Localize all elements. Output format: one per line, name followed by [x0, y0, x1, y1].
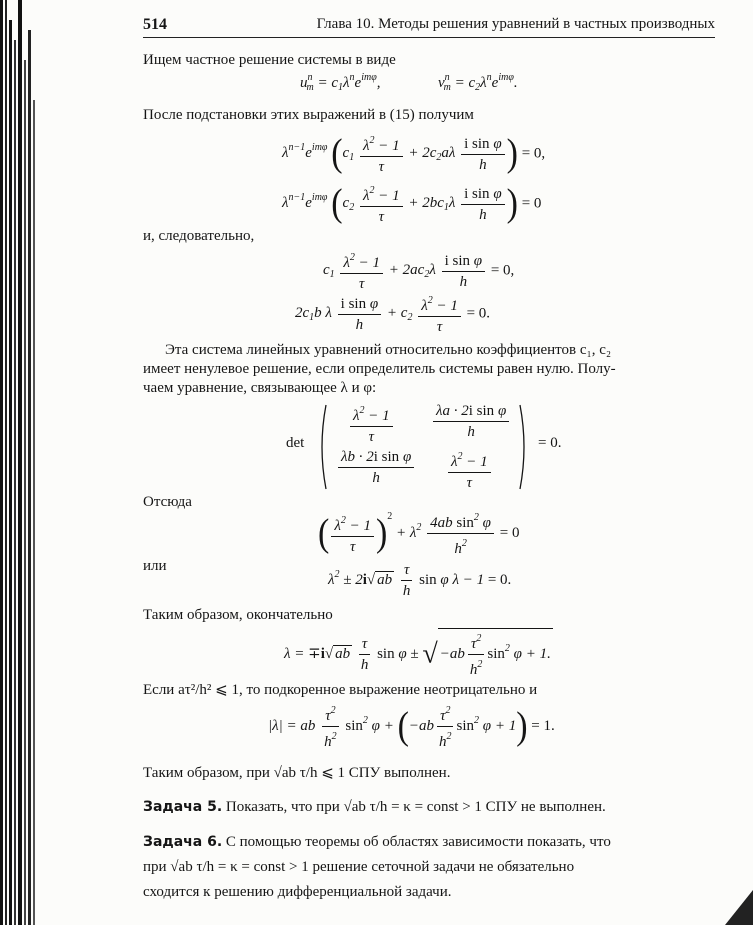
eq6-rhs: = 0 [499, 524, 520, 541]
equation-3: $\lambda^{n-1}e^{im\varphi}$ ($c_2$ $\frac{\lambda^2 - 1}{\tau}$ + $2bc_1\lambda$ $\frac{\text{i sin φ}}{h}$ ) = 0 [282, 182, 542, 225]
eq5-rhs: = 0. [466, 305, 491, 322]
header-rule [143, 37, 715, 38]
paragraph-4-line-2: имеет ненулевое решение, если определитель системы равен нулю. Полу- [143, 361, 616, 377]
det-label: det [286, 435, 305, 451]
paragraph-4-line-3: чаем уравнение, связывающее λ и φ: [143, 380, 377, 396]
task-5-label: Задача 5. [143, 799, 223, 815]
eq9-rhs: = 1. [531, 717, 555, 734]
det-rhs: = 0. [538, 435, 562, 451]
paragraph-8: Если aτ²/h² ⩽ 1, то подкоренное выражение неотрицательно и [143, 682, 538, 698]
equation-7: $\lambda^2 \pm 2i√$ ab $\frac{\tau}{h}$ sin φ λ − 1 = 0. [328, 562, 512, 599]
equation-4: $c_1$ $\frac{\lambda^2 - 1}{\tau}$ + $2ac_2\lambda$ $\frac{\text{i sin φ}}{h}$ = 0, [323, 252, 515, 292]
eq4-rhs: = 0, [490, 262, 515, 279]
running-head: Глава 10. Методы решения уравнений в частных производных [316, 16, 715, 32]
right-bracket [518, 403, 530, 491]
task-6-line-3: сходится к решению дифференциальной задачи. [143, 884, 452, 900]
paragraph-6: или [143, 558, 167, 574]
equation-5: $2c_1b$ λ $\frac{\text{i sin φ}}{h}$ + $c_2$ $\frac{\lambda^2 - 1}{\tau}$ = 0. [295, 295, 491, 335]
book-binding-edge [0, 0, 40, 925]
page-header [143, 14, 715, 36]
task-5-text: Показать, что при √ab τ/h = κ = const > 1 СПУ не выполнен. [225, 799, 606, 815]
task-5 [143, 797, 606, 817]
task-6-label: Задача 6. [143, 834, 223, 850]
task-6-line-2: при √ab τ/h = κ = const > 1 решение сеточной задачи не обязательно [143, 859, 575, 875]
paragraph-4-line-1: Эта система линейных уравнений относительно коэффициентов c₁, c₂ [165, 342, 612, 358]
equation-1: $u^n_m = c_1\lambda^ne^{im\varphi}$, $v^n_m = c_2\lambda^ne^{im\varphi}$. [300, 72, 518, 93]
task-6-line-1 [143, 832, 611, 852]
paragraph-5: Отсюда [143, 494, 192, 510]
paragraph-9: Таким образом, при √ab τ/h ⩽ 1 СПУ выполнен. [143, 765, 451, 781]
paragraph-2: После подстановки этих выражений в (15) получим [143, 107, 474, 123]
eq3-rhs: = 0 [521, 195, 542, 212]
equation-9: |λ| = ab $\frac{\tau^2}{h^2}$ $\sin^2 \varphi + (-ab$ $\frac{\tau^2}{h^2}$ $\sin^2 \varphi + 1) = 1$. [268, 704, 555, 750]
equation-8: λ = ∓i√ ab $\frac{\tau}{h}$ sin φ ± √ −ab $\frac{\tau^2}{h^2}$ $\sin^2 \varphi + 1$. [284, 628, 553, 678]
paragraph-3: и, следовательно, [143, 228, 255, 244]
task-6-text-1: С помощью теоремы об областях зависимости показать, что [225, 834, 611, 850]
paragraph-7: Таким образом, окончательно [143, 607, 333, 623]
eq2-rhs: = 0, [521, 145, 546, 162]
determinant-equation: det $\frac{\lambda^2 - 1}{\tau}$ $\frac{\text{λa · 2i sin φ}}{h}$ $\frac{\text{λb · 2i sin φ}}{h}$ $\frac{\lambda^2 - 1}{\tau}$ = 0. [286, 403, 562, 491]
page-corner-shadow [725, 890, 753, 925]
left-bracket [316, 403, 328, 491]
paragraph-1: Ищем частное решение системы в виде [143, 52, 396, 68]
equation-6: ( $\frac{\lambda^2 - 1}{\tau}$ )$^2 + \lambda^2$ $\frac{4ab \sin^2 \varphi}{h^2}$ = 0 [318, 510, 520, 557]
equation-2: $\lambda^{n-1}e^{im\varphi}$ ($c_1$ $\frac{\lambda^2 - 1}{\tau}$ + $2c_2a\lambda$ $\frac{\text{i sin φ}}{h}$ ) = 0, [282, 132, 546, 175]
page-number: 514 [143, 16, 167, 33]
eq7-rhs: = 0. [487, 571, 512, 588]
